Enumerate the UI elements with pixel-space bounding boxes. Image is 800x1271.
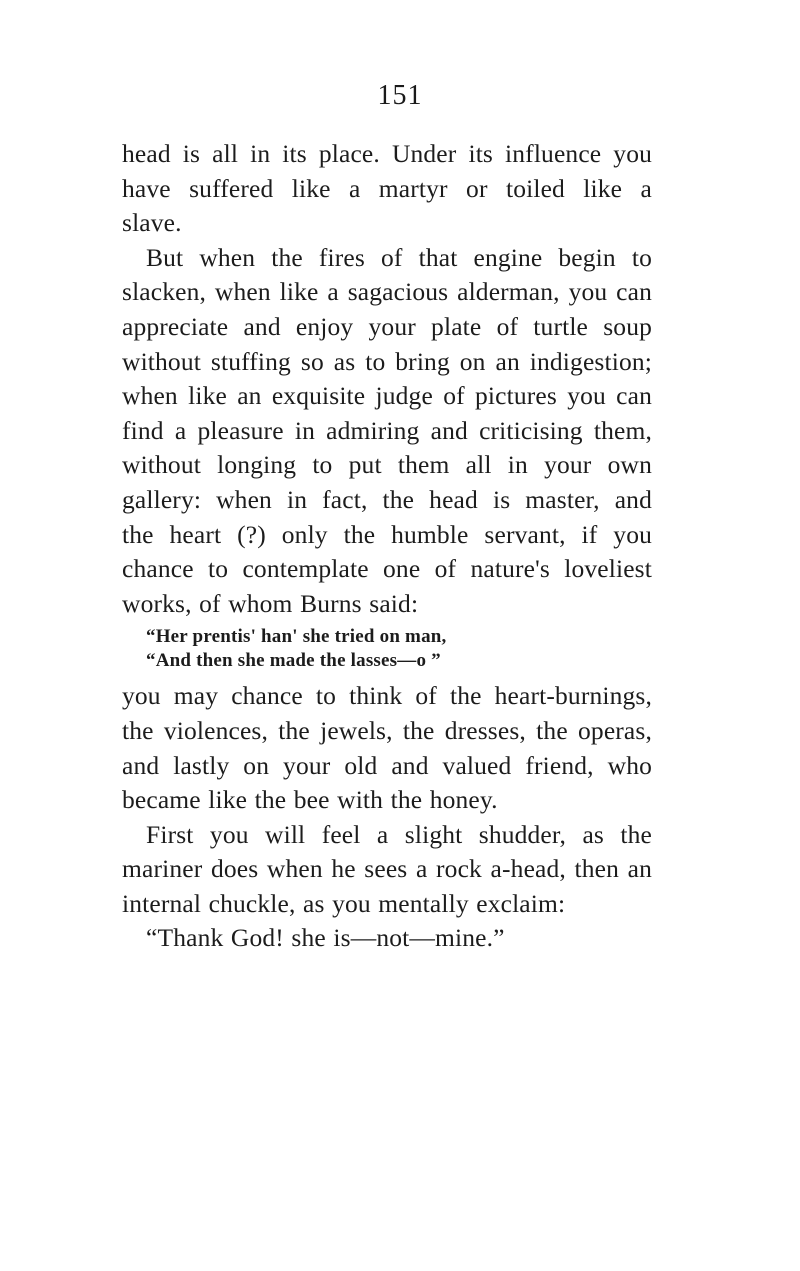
text-line: find a pleasure in admiring and criticising them, <box>122 415 652 445</box>
text-line: gallery: when in fact, the head is master, and <box>122 484 652 514</box>
text-line: slacken, when like a sagacious alderman, you can <box>122 277 652 307</box>
verse-quote <box>122 625 652 673</box>
text-line: works, of whom Burns said: <box>122 588 419 618</box>
text-line: internal chuckle, as you mentally exclaim: <box>122 888 566 918</box>
text-line: But when the fires of that engine begin to <box>146 242 652 272</box>
text-line: chance to contemplate one of nature's loveliest <box>122 554 652 584</box>
text-line: mariner does when he sees a rock a-head, then an <box>122 854 652 884</box>
paragraph-continued <box>122 137 652 241</box>
text-line: you may chance to think of the heart-burnings, <box>122 681 652 711</box>
text-line: became like the bee with the honey. <box>122 785 498 815</box>
paragraph <box>122 241 652 622</box>
text-line: “Thank God! she is—not—mine.” <box>146 923 505 953</box>
text-line: First you will feel a slight shudder, as the <box>146 819 652 849</box>
text-line: and lastly on your old and valued friend, who <box>122 750 652 780</box>
quote-line: “Her prentis' han' she tried on man, <box>146 626 447 648</box>
page-number: 151 <box>377 80 423 111</box>
text-line: appreciate and enjoy your plate of turtle soup <box>122 311 652 341</box>
text-line: have suffered like a martyr or toiled like a <box>122 173 652 203</box>
quote-line: “And then she made the lasses—o ” <box>146 650 441 672</box>
text-line: without longing to put them all in your own <box>122 450 652 480</box>
text-line: head is all in its place. Under its influence you <box>122 139 652 168</box>
body-text <box>122 137 652 956</box>
text-line: when like an exquisite judge of pictures you can <box>122 381 652 411</box>
paragraph-continuation <box>122 679 652 817</box>
text-line: the violences, the jewels, the dresses, the operas, <box>122 715 652 745</box>
text-line: the heart (?) only the humble servant, if you <box>122 519 652 549</box>
text-line: without stuffing so as to bring on an indigestion; <box>122 346 652 376</box>
paragraph <box>122 818 652 956</box>
text-line: slave. <box>122 208 182 238</box>
